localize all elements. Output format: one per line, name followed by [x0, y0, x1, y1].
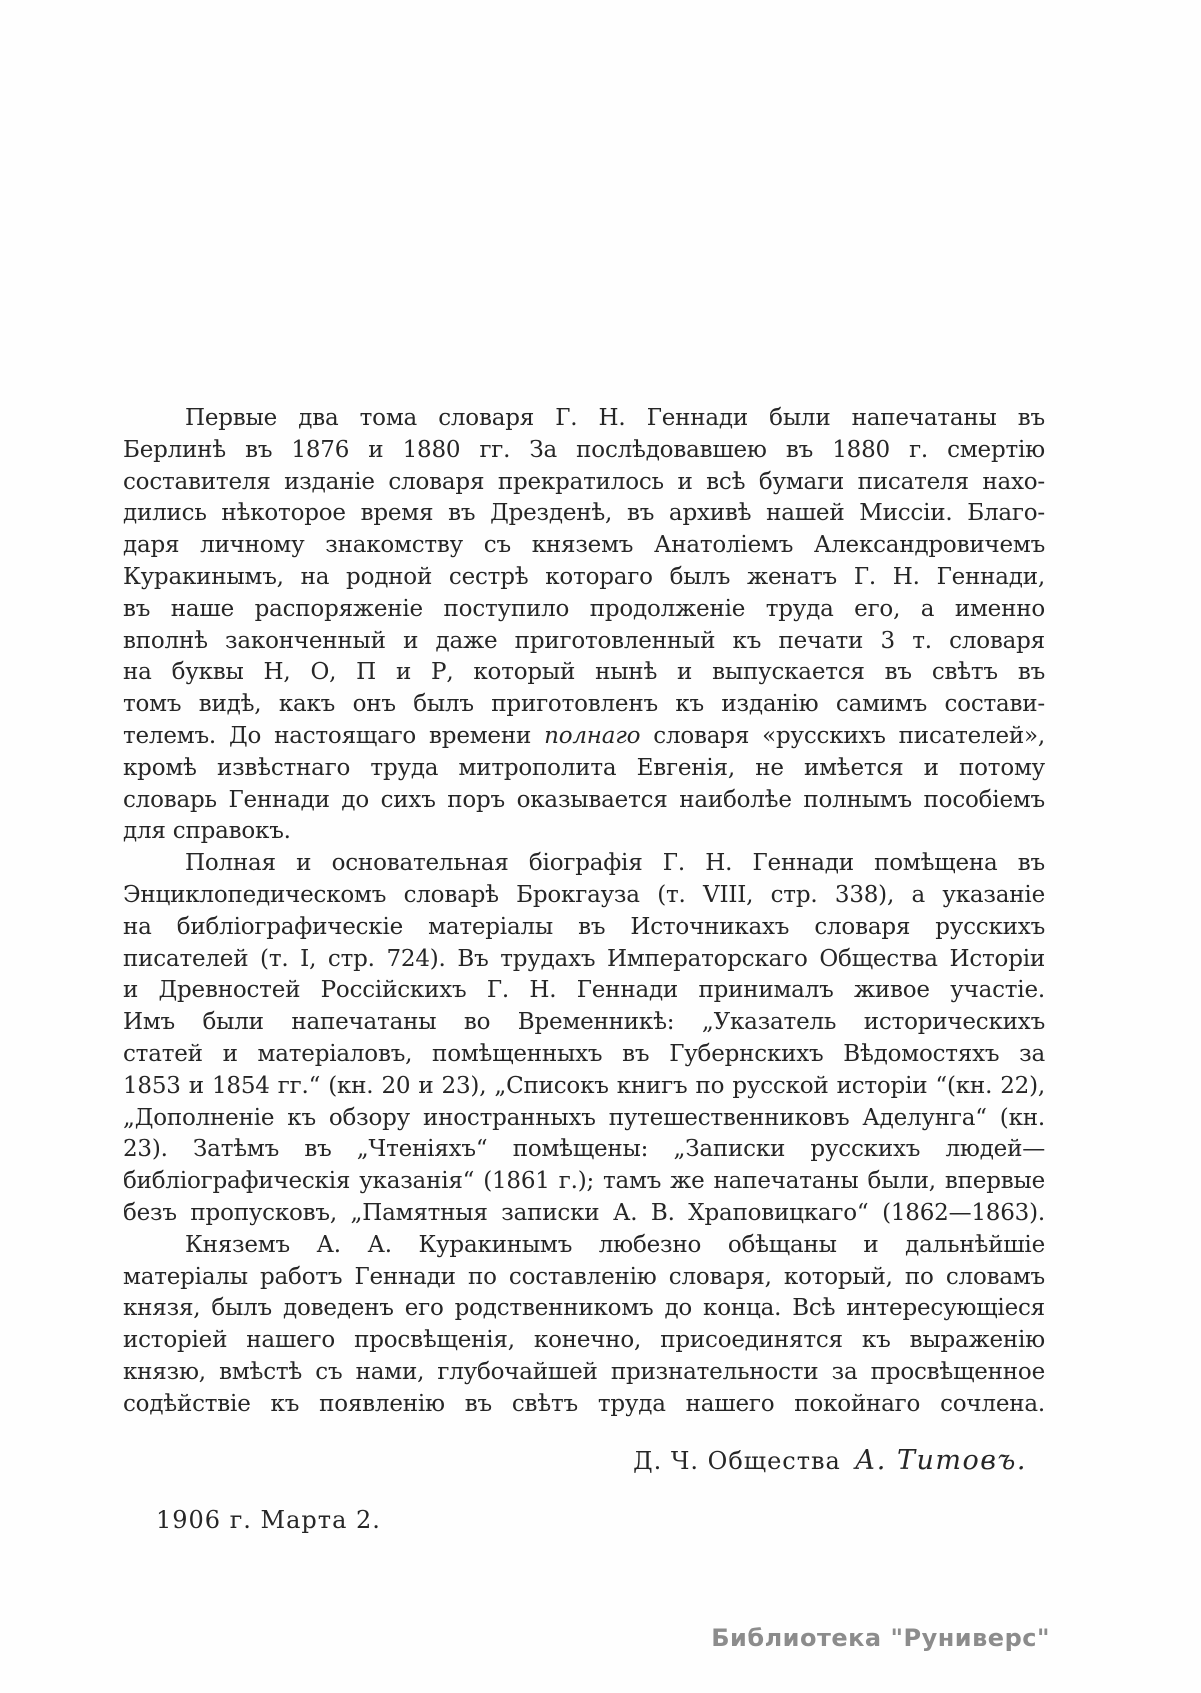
text-line: писателей (т. I, стр. 724). Въ трудахъ Императорскаго Общества Исторіи [123, 945, 1045, 972]
text-line: библіографическія указанія“ (1861 г.); тамъ же напечатаны были, впервые [123, 1168, 1045, 1195]
text-segment: словаря «русскихъ писателей», [640, 722, 1046, 749]
text-line: Имъ были напечатаны во Временникѣ: „Указатель историческихъ [123, 1009, 1045, 1036]
text-line: исторіей нашего просвѣщенія, конечно, присоединятся къ выраженію [123, 1327, 1045, 1354]
text-line: для справокъ. [123, 818, 291, 845]
text-line: 1853 и 1854 гг.“ (кн. 20 и 23), „Списокъ книгъ по русской исторіи “(кн. 22), [123, 1072, 1045, 1099]
text-segment: телемъ. До настоящаго времени [123, 722, 545, 749]
signature-line [123, 1445, 1045, 1476]
text-line: „Дополненіе къ обзору иностранныхъ путешественниковъ Аделунга“ (кн. [123, 1104, 1045, 1131]
text-line: статей и матеріаловъ, помѣщенныхъ въ Губернскихъ Вѣдомостяхъ за [123, 1040, 1045, 1067]
text-line: вполнѣ законченный и даже приготовленный къ печати 3 т. словаря [123, 627, 1045, 654]
text-block [123, 403, 1045, 1421]
text-line: на библіографическіе матеріалы въ Источникахъ словаря русскихъ [123, 913, 1045, 940]
emphasized-word: полнаго [544, 722, 641, 749]
paragraph [123, 848, 1045, 1230]
text-line: 23). Затѣмъ въ „Чтеніяхъ“ помѣщены: „Записки русскихъ людей— [123, 1136, 1045, 1163]
text-line: Берлинѣ въ 1876 и 1880 гг. За послѣдовавшею въ 1880 г. смертію [123, 436, 1045, 463]
text-line: составителя изданіе словаря прекратилось и всѣ бумаги писателя нахо- [123, 468, 1045, 495]
text-line: кромѣ извѣстнаго труда митрополита Евгенія, не имѣется и потому [123, 754, 1045, 781]
library-watermark: Библиотека "Руниверс" [711, 1624, 1050, 1652]
text-line: даря личному знакомству съ княземъ Анатоліемъ Александровичемъ [123, 532, 1045, 559]
text-line: матеріалы работъ Геннади по составленію словаря, который, по словамъ [123, 1263, 1045, 1290]
text-line: Первые два тома словаря Г. Н. Геннади были напечатаны въ [185, 405, 1045, 431]
date-line: 1906 г. Марта 2. [156, 1506, 381, 1534]
text-line: Куракинымъ, на родной сестрѣ котораго былъ женатъ Г. Н. Геннади, [123, 563, 1045, 590]
paragraph [123, 403, 1045, 848]
text-line: дились нѣкоторое время въ Дрезденѣ, въ архивѣ нашей Миссіи. Благо- [123, 500, 1045, 527]
signature-title: Д. Ч. Общества [633, 1447, 841, 1475]
text-line: князя, былъ доведенъ его родственникомъ до конца. Всѣ интересующіеся [123, 1295, 1045, 1322]
text-line: и Древностей Россійскихъ Г. Н. Геннади принималъ живое участіе. [123, 977, 1045, 1004]
text-line: Княземъ А. А. Куракинымъ любезно обѣщаны и дальнѣйшіе [185, 1231, 1045, 1258]
text-line: безъ пропусковъ, „Памятныя записки А. В. Храповицкаго“ (1862—1863). [123, 1199, 1045, 1226]
text-line: Энциклопедическомъ словарѣ Брокгауза (т. VIII, стр. 338), а указаніе [123, 881, 1045, 908]
text-line: на буквы Н, О, П и Р, который нынѣ и выпускается въ свѣтъ въ [123, 659, 1045, 686]
signature-name: А. Титовъ. [854, 1445, 1027, 1476]
text-line [123, 721, 1045, 753]
paragraph [123, 1230, 1045, 1421]
text-line: томъ видѣ, какъ онъ былъ приготовленъ къ изданію самимъ состави- [123, 691, 1045, 718]
text-line: князю, вмѣстѣ съ нами, глубочайшей признательности за просвѣщенное [123, 1358, 1045, 1385]
text-line: въ наше распоряженіе поступило продолженіе труда его, а именно [123, 595, 1045, 622]
text-line: содѣйствіе къ появленію въ свѣтъ труда нашего покойнаго сочлена. [123, 1390, 1045, 1417]
text-line: Полная и основательная біографія Г. Н. Геннади помѣщена въ [185, 850, 1045, 877]
text-line: словарь Геннади до сихъ поръ оказывается наиболѣе полнымъ пособіемъ [123, 786, 1045, 813]
